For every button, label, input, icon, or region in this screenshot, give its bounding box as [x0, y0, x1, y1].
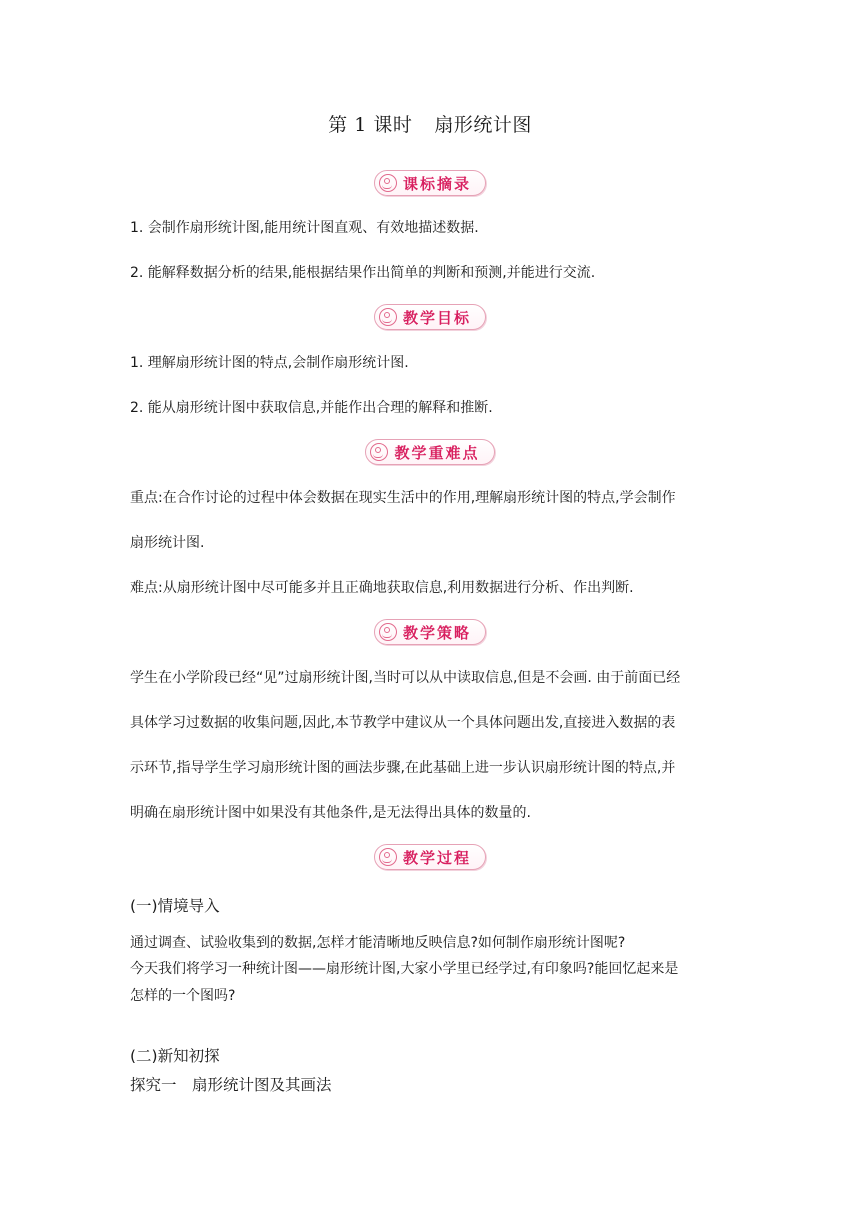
section-badge-strategy: 教学策略 [0, 619, 860, 647]
lesson-topic: 扇形统计图 [434, 114, 532, 136]
scholar-icon [379, 174, 397, 192]
section-badge-objectives: 教学目标 [0, 304, 860, 332]
lesson-number: 第 1 课时 [328, 114, 413, 136]
scholar-icon [370, 443, 388, 461]
key-point-line-1: 重点:在合作讨论的过程中体会数据在现实生活中的作用,理解扇形统计图的特点,学会制作 [130, 490, 676, 506]
section-badge-process: 教学过程 [0, 844, 860, 872]
strategy-line-4: 明确在扇形统计图中如果没有其他条件,是无法得出具体的数量的. [130, 805, 531, 821]
scholar-icon [379, 623, 397, 641]
process-part2-subheading: 探究一 扇形统计图及其画法 [130, 1076, 332, 1094]
section-badge-curriculum: 课标摘录 [0, 170, 860, 198]
objectives-item-1: 1. 理解扇形统计图的特点,会制作扇形统计图. [130, 355, 409, 371]
curriculum-item-1: 1. 会制作扇形统计图,能用统计图直观、有效地描述数据. [130, 220, 479, 236]
process-part1-heading: (一)情境导入 [130, 897, 220, 915]
key-point-line-3: 难点:从扇形统计图中尽可能多并且正确地获取信息,利用数据进行分析、作出判断. [130, 580, 634, 596]
process-part2-heading: (二)新知初探 [130, 1047, 220, 1065]
key-point-line-2: 扇形统计图. [130, 535, 205, 551]
scholar-icon [379, 848, 397, 866]
strategy-line-1: 学生在小学阶段已经“见”过扇形统计图,当时可以从中读取信息,但是不会画. 由于前面已经 [130, 670, 681, 686]
page-title [0, 110, 860, 137]
objectives-item-2: 2. 能从扇形统计图中获取信息,并能作出合理的解释和推断. [130, 400, 493, 416]
section-badge-key-points: 教学重难点 [0, 439, 860, 467]
curriculum-item-2: 2. 能解释数据分析的结果,能根据结果作出简单的判断和预测,并能进行交流. [130, 265, 596, 281]
process-part1-line-1: 通过调查、试验收集到的数据,怎样才能清晰地反映信息?如何制作扇形统计图呢? [130, 935, 626, 951]
strategy-line-3: 示环节,指导学生学习扇形统计图的画法步骤,在此基础上进一步认识扇形统计图的特点,并 [130, 760, 676, 776]
process-part1-line-3: 怎样的一个图吗? [130, 988, 236, 1004]
strategy-line-2: 具体学习过数据的收集问题,因此,本节教学中建议从一个具体问题出发,直接进入数据的表 [130, 715, 676, 731]
process-part1-line-2: 今天我们将学习一种统计图——扇形统计图,大家小学里已经学过,有印象吗?能回忆起来是 [130, 961, 679, 977]
scholar-icon [379, 308, 397, 326]
